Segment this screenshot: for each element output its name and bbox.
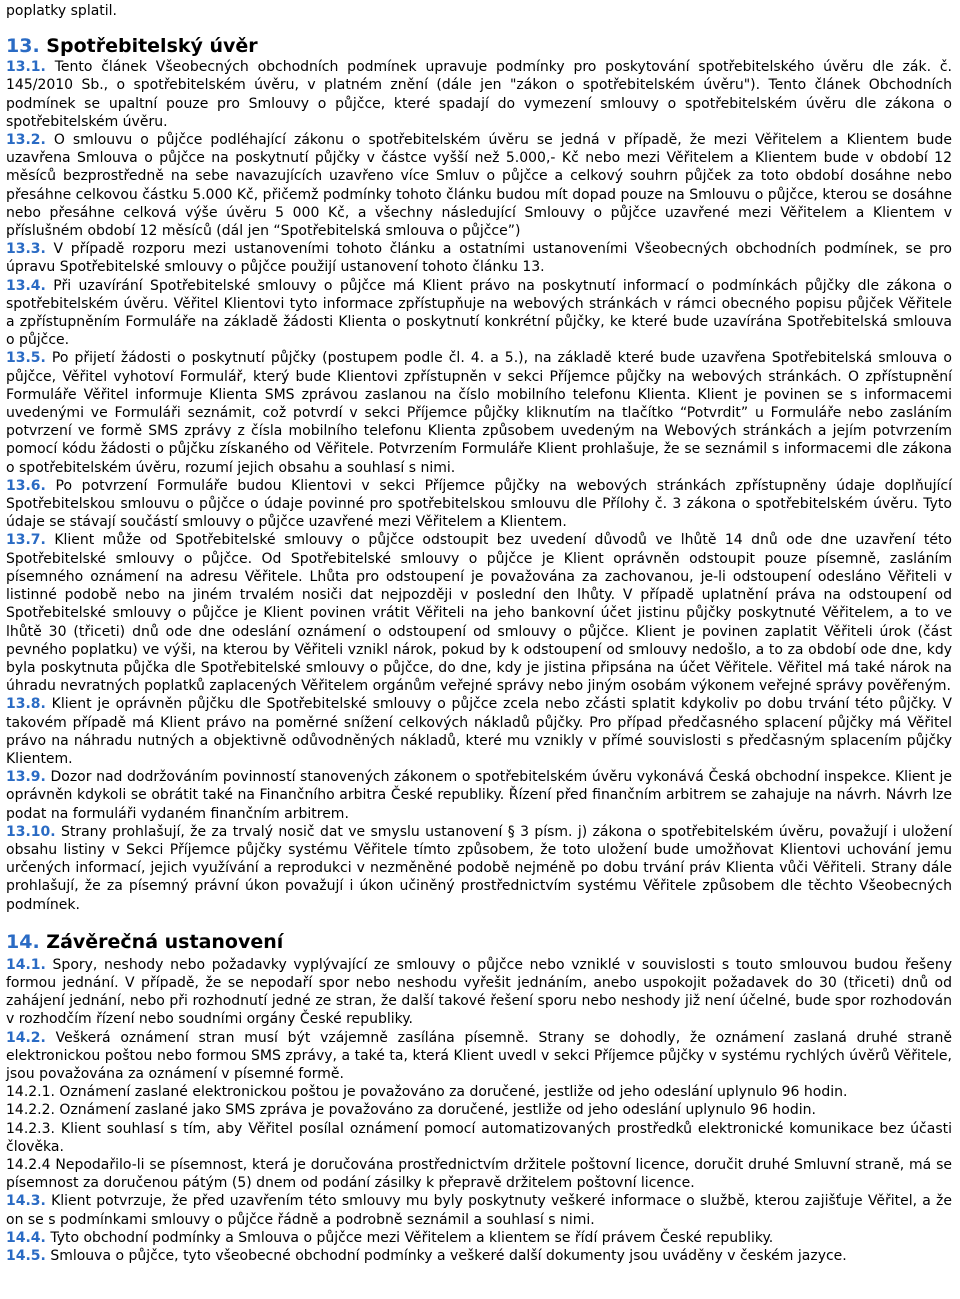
section-13-heading [6, 34, 952, 58]
paragraph-13-6 [6, 477, 952, 532]
paragraph-text: Dozor nad dodržováním povinností stanovených zákonem o spotřebitelském úvěru vykonává Česká obchodní inspekce. Klient je oprávněn kdykoli se obrátit také na Finančního arbitra České republiky. Řízení před finančním arbitrem se zahajuje na návrh. Návrh lze podat na formuláři vydaném finančním arbitrem. [6, 769, 952, 822]
paragraph-13-5 [6, 349, 952, 476]
paragraph-14-4 [6, 1229, 952, 1247]
paragraph-number: 13.6. [6, 477, 46, 494]
paragraph-text: Veškerá oznámení stran musí být vzájemně zasílána písemně. Strany se dohodly, že oznámení zaslaná druhé straně elektronickou poštou nebo formou SMS zprávy, a také ta, která Klient uvedl v sekci Příjemce půjčky v systému rychlých úvěrů Věřitele, jsou považována za oznámení v písemné formě. [6, 1029, 952, 1082]
paragraph-13-7 [6, 531, 952, 695]
paragraph-text: Klient potvrzuje, že před uzavřením této smlouvy mu byly poskytnuty veškeré informace o službě, kterou zajišťuje Věřitel, a že on se s podmínkami smlouvy o půjčce řádně a podrobně seznámil a souhlasí s nimi. [6, 1193, 952, 1228]
paragraph-number: 13.2. [6, 132, 46, 149]
paragraph-text: 14.2.2. Oznámení zaslané jako SMS zpráva je považováno za doručené, jestliže od jeho odeslání uplynulo 96 hodin. [6, 1102, 816, 1119]
paragraph-13-8 [6, 695, 952, 768]
paragraph-text: 14.2.3. Klient souhlasí s tím, aby Věřitel posílal oznámení pomocí automatizovaných prostředků elektronické komunikace bez účasti člověka. [6, 1120, 952, 1155]
paragraph-number: 14.1. [6, 956, 46, 973]
section-14-number: 14. [6, 930, 40, 953]
paragraph-13-3 [6, 240, 952, 276]
paragraph-number: 13.8. [6, 696, 46, 713]
paragraph-13-4 [6, 277, 952, 350]
paragraph-13-2 [6, 131, 952, 240]
section-13-title: Spotřebitelský úvěr [46, 35, 258, 58]
paragraph-text: Spory, neshody nebo požadavky vyplývající ze smlouvy o půjčce nebo vzniklé v souvislosti s touto smlouvou budou řešeny formou jednání. V případě, že se nepodaří spor nebo neshodu vyřešit jednáním, anebo uspokojit požadavek do 30 (třiceti) dnů od zahájení jednání, nebo při rozhodnutí jedné ze stran, že další takové řešení sporu nebo neshody již není účelné, bude spor rozhodován v rozhodčím řízení nebo soudními orgány České republiky. [6, 956, 952, 1028]
paragraph-text: Strany prohlašují, že za trvalý nosič dat ve smyslu ustanovení § 3 písm. j) zákona o spotřebitelském úvěru, považují i uložení obsahu listiny v Sekci Příjemce půjčky systému Věřitele tímto způsobem, že toto uložení bude umožňovat Klientovi uchování jemu určených informací, jejich využívání a reprodukci v nezměněné podobě nejméně po dobu trvání práv Klienta vůči Věřiteli. Strany dále prohlašují, že za písemný právní úkon považují i úkon učiněný prostřednictvím systému Věřitele způsobem dle těchto Všeobecných podmínek. [6, 823, 952, 913]
section-13-number: 13. [6, 35, 40, 58]
paragraph-number: 13.4. [6, 277, 46, 294]
paragraph-text: Při uzavírání Spotřebitelské smlouvy o půjčce má Klient právo na poskytnutí informací o podmínkách půjčky dle zákona o spotřebitelském úvěru. Věřitel Klientovi tyto informace zpřístupňuje na webových stránkách v rámci obecného popisu půjček Věřitele a zpřístupněním Formuláře na základě žádosti Klienta o poskytnutí konkrétní půjčky, ke které bude uzavírána Spotřebitelská smlouva o půjčce. [6, 277, 952, 349]
section-13-body [6, 58, 952, 914]
paragraph-number: 14.2. [6, 1029, 46, 1046]
paragraph-number: 14.5. [6, 1248, 46, 1264]
paragraph-text: Smlouva o půjčce, tyto všeobecné obchodní podmínky a veškeré další dokumenty jsou uváděny v českém jazyce. [50, 1248, 847, 1264]
paragraph-text: Klient může od Spotřebitelské smlouvy o půjčce odstoupit bez uvedení důvodů ve lhůtě 14 dnů ode dne uzavření této Spotřebitelské smlouvy o půjčce. Od Spotřebitelské smlouvy o půjčce je Klient oprávněn odstoupit pouze písemně, zasláním písemného oznámení na adresu Věřitele. Lhůta pro odstoupení je považována za zachovanou, je-li odstoupení odesláno Věřiteli v listinné podobě nebo na jiném trvalém nosiči dat nejpozději v poslední den lhůty. V případě uplatnění práva na odstoupení od Spotřebitelské smlouvy o půjčce je Klient povinen vrátit Věřiteli na jeho bankovní účet jistinu půjčky poskytnuté Věřitelem, a to ve lhůtě 30 (třiceti) dnů ode dne odeslání oznámení o odstoupení od smlouvy o půjčce. Klient je povinen zaplatit Věřiteli úrok (část pevného poplatku) ve výši, na kterou by Věřiteli vznikl nárok, pokud by k odstoupení od smlouvy nedošlo, a to za období ode dne, kdy byla poskytnuta půjčka dle Spotřebitelské smlouvy o půjčce, do dne, kdy je jistina připsána na účet Věřitele. Věřitel má také nárok na úhradu nevratných poplatků zaplacených Věřitelem orgánům veřejné správy nebo jiným osobám výkonem veřejné správy pověřeným. [6, 532, 952, 695]
paragraph-14-3 [6, 1192, 952, 1228]
paragraph-14-2-2 [6, 1101, 952, 1119]
paragraph-13-10 [6, 823, 952, 914]
paragraph-number: 13.5. [6, 350, 46, 367]
paragraph-13-1 [6, 58, 952, 131]
paragraph-14-2-3 [6, 1120, 952, 1156]
intro-tail: poplatky splatil. [6, 3, 118, 19]
paragraph-14-1 [6, 956, 952, 1029]
paragraph-number: 13.7. [6, 532, 46, 549]
paragraph-number: 13.10. [6, 823, 56, 840]
paragraph-number: 13.9. [6, 769, 46, 786]
paragraph-text: V případě rozporu mezi ustanoveními tohoto článku a ostatními ustanoveními Všeobecných obchodních podmínek, se pro úpravu Spotřebitelské smlouvy o půjčce použijí ustanovení tohoto článku 13. [6, 241, 952, 276]
paragraph-14-2-4 [6, 1156, 952, 1192]
paragraph-text: 14.2.1. Oznámení zaslané elektronickou poštou je považováno za doručené, jestliže od jeho odeslání uplynulo 96 hodin. [6, 1084, 848, 1101]
section-14-heading [6, 930, 952, 954]
paragraph-number: 13.3. [6, 241, 46, 258]
paragraph-text: Klient je oprávněn půjčku dle Spotřebitelské smlouvy o půjčce zcela nebo zčásti splatit kdykoliv po dobu trvání této půjčky. V takovém případě má Klient právo na poměrné snížení celkových nákladů půjčky. Pro případ předčasného splacení půjčky má Věřitel právo na náhradu nutných a objektivně odůvodněných nákladů, které mu vznikly v přímé souvislosti s předčasným splacením půjčky Klientem. [6, 696, 952, 767]
paragraph-text: Tyto obchodní podmínky a Smlouva o půjčce mezi Věřitelem a klientem se řídí právem České republiky. [50, 1229, 774, 1246]
section-14-body [6, 956, 952, 1265]
paragraph-14-2 [6, 1029, 952, 1084]
paragraph-14-5 [6, 1247, 952, 1265]
paragraph-number: 14.3. [6, 1193, 46, 1210]
paragraph-14-2-1 [6, 1083, 952, 1101]
paragraph-number: 14.4. [6, 1229, 46, 1246]
paragraph-text: Tento článek Všeobecných obchodních podmínek upravuje podmínky pro poskytování spotřebitelského úvěru dle zák. č. 145/2010 Sb., o spotřebitelském úvěru, v platném znění (dále jen "zákon o spotřebitelském úvěru"). Tento článek Obchodních podmínek se upaltní pouze pro Smlouvy o půjčce, které spadají do vymezení smlouvy o spotřebitelském úvěru dle zákona o spotřebitelském úvěru. [6, 59, 952, 130]
paragraph-number: 13.1. [6, 59, 46, 76]
paragraph-text: Po potvrzení Formuláře budou Klientovi v sekci Příjemce půjčky na webových stránkách zpřístupněny údaje doplňující Spotřebitelskou smlouvu o půjčce o údaje povinné pro spotřebitelskou smlouvu dle Přílohy č. 3 zákona o spotřebitelském úvěru. Tyto údaje se stávají součástí smlouvy o půjčce uzavřené mezi Věřitelem a Klientem. [6, 477, 953, 531]
paragraph-text: O smlouvu o půjčce podléhající zákonu o spotřebitelském úvěru se jedná v případě, že mezi Věřitelem a Klientem bude uzavřena Smlouva o půjčce na poskytnutí půjčky v částce vyšší než 5.000,- Kč nebo mezi Věřitelem a Klientem bude v období 12 měsíců bezprostředně na sebe navazujících uzavřeno více Smluv o půjčce a celkový souhrn půjček za toto období dosáhne nebo přesáhne celkovou částku 5.000 Kč, přičemž podmínky tohoto článku budou mít dopad pouze na Smlouvu o půjčce, kterou se dosáhne nebo přesáhne celková výše úvěru 5 000 Kč, a všechny následující Smlouvy o půjčce uzavřené mezi Věřitelem a Klientem v příslušném období 12 měsíců (dál jen “Spotřebitelská smlouva o půjčce”) [6, 132, 952, 240]
paragraph-text: Po přijetí žádosti o poskytnutí půjčky (postupem podle čl. 4. a 5.), na základě které bude uzavřena Spotřebitelská smlouva o půjčce, Věřitel vyhotoví Formulář, který bude Klientovi zpřístupněn v sekci Příjemce půjčky na webových stránkách. O zpřístupnění Formuláře Věřitel informuje Klienta SMS zprávou zaslanou na číslo mobilního telefonu Klienta. Klient je povinen se s informacemi uvedenými ve Formuláři seznámit, což potvrdí v sekci Příjemce půjčky kliknutím na tlačítko “Potvrdit” u Formuláře nebo zasláním potvrzení ve formě SMS zprávy z čísla mobilního telefonu Klienta způsobem uvedeným na Webových stránkách a jejím potvrzením pomocí kódu žádosti o půjčku získaného od Věřitele. Potvrzením Formuláře Klient prohlašuje, že se seznámil s informacemi dle zákona o spotřebitelském úvěru, rozumí jejich obsahu a souhlasí s nimi. [6, 350, 952, 476]
paragraph-text: 14.2.4 Nepodařilo-li se písemnost, která je doručována prostřednictvím držitele poštovní licence, doručit druhé Smluvní straně, má se písemnost za doručenou pátým (5) dnem od podání zásilky k přepravě držitelem poštovní licence. [6, 1156, 952, 1192]
paragraph-13-9 [6, 768, 952, 823]
section-14-title: Závěrečná ustanovení [46, 930, 284, 953]
